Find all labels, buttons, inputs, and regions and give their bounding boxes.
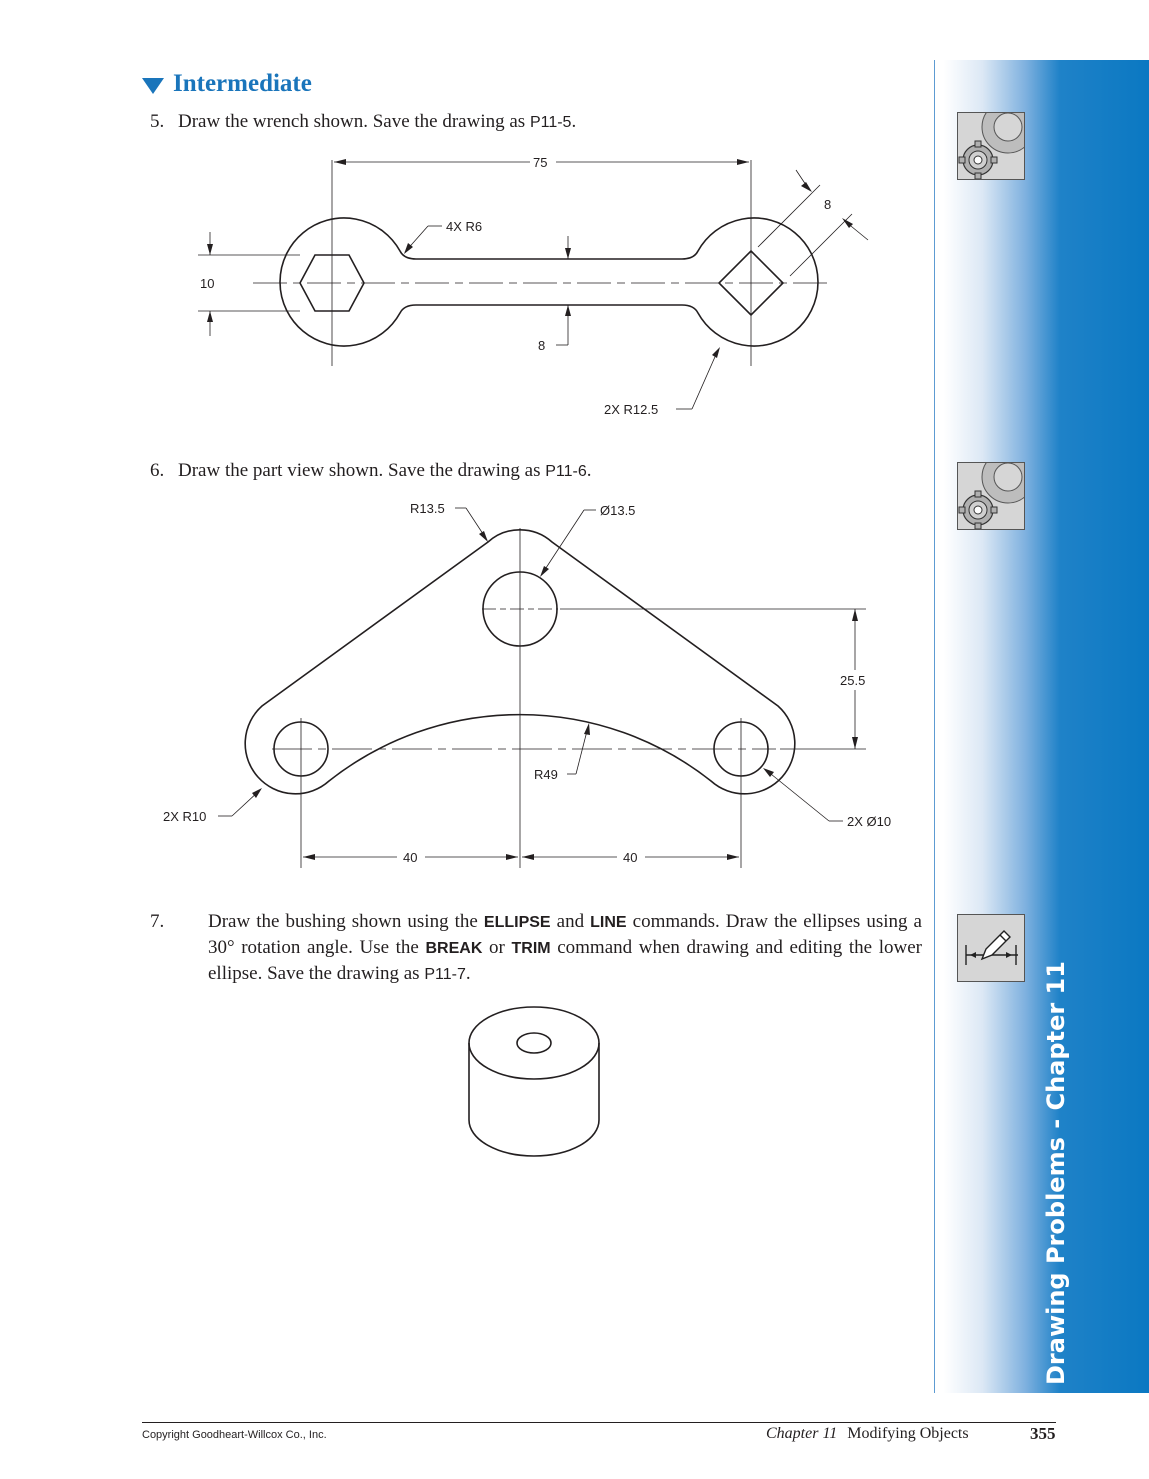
problem-number: 6. — [150, 460, 165, 481]
chapter-number: Chapter 11 — [766, 1425, 838, 1442]
problem-text: Draw the part view shown. Save the drawing as — [178, 460, 546, 481]
dim-arc-radius: R49 — [534, 767, 558, 782]
command-trim: TRIM — [511, 940, 551, 957]
dim-top-radius: R13.5 — [410, 501, 445, 516]
command-break: BREAK — [425, 940, 483, 957]
dim-left-span: 40 — [403, 850, 418, 865]
dim-right-span: 40 — [623, 850, 638, 865]
dim-fillets: 4X R6 — [446, 219, 483, 234]
period: . — [586, 460, 592, 481]
problem-number: 7. — [150, 911, 165, 932]
problem-text: Draw the wrench shown. Save the drawing as — [178, 111, 530, 132]
section-heading — [142, 70, 312, 98]
footer-rule — [142, 1422, 1056, 1423]
section-title: Intermediate — [173, 70, 312, 97]
problem-6 — [150, 458, 850, 484]
chapter-title: Modifying Objects — [847, 1425, 969, 1442]
dim-length: 75 — [533, 155, 548, 170]
dim-top-hole: Ø13.5 — [600, 503, 636, 518]
wrench-outline — [280, 218, 818, 346]
dim-height: 25.5 — [840, 673, 866, 688]
dim-hex: 10 — [200, 276, 215, 291]
triangle-bullet-icon — [142, 78, 164, 94]
period: . — [465, 963, 471, 984]
bushing-bottom-arc — [469, 1120, 599, 1156]
filename: P11-7 — [424, 966, 466, 983]
dim-holes: 2X Ø10 — [847, 814, 892, 829]
command-ellipse: ELLIPSE — [483, 914, 551, 931]
dim-end-radius: 2X R12.5 — [604, 402, 659, 417]
dim-square: 8 — [824, 197, 832, 212]
problem-text: commands. Draw the ellipses using a 30° rotation angle. Use the — [208, 911, 922, 958]
chapter-label — [766, 1425, 969, 1443]
drafting-pencil-icon — [957, 914, 1025, 982]
bushing-hole — [517, 1033, 551, 1053]
problem-text: and — [550, 911, 591, 932]
dim-end-radius: 2X R10 — [163, 809, 207, 824]
bushing-top-ellipse — [469, 1007, 599, 1079]
part-view-drawing — [150, 490, 910, 875]
gears-icon — [957, 112, 1025, 180]
problem-5 — [150, 109, 850, 135]
bushing-drawing — [460, 1000, 610, 1165]
period: . — [571, 111, 577, 132]
dim-handle: 8 — [538, 338, 546, 353]
problem-number: 5. — [150, 111, 165, 132]
filename: P11-5 — [529, 114, 572, 131]
filename: P11-6 — [545, 463, 587, 480]
problem-text: Draw the bushing shown using the — [208, 911, 484, 932]
sidebar-title: Drawing Problems - Chapter 11 — [1042, 961, 1070, 1385]
wrench-drawing — [150, 145, 900, 425]
copyright: Copyright Goodheart-Willcox Co., Inc. — [142, 1429, 327, 1441]
gears-icon — [957, 462, 1025, 530]
problem-text: command when drawing and editing the lower ellipse. Save the drawing as — [208, 937, 923, 984]
command-line: LINE — [590, 914, 627, 931]
page-number: 355 — [1030, 1424, 1056, 1443]
problem-text: or — [482, 937, 512, 958]
